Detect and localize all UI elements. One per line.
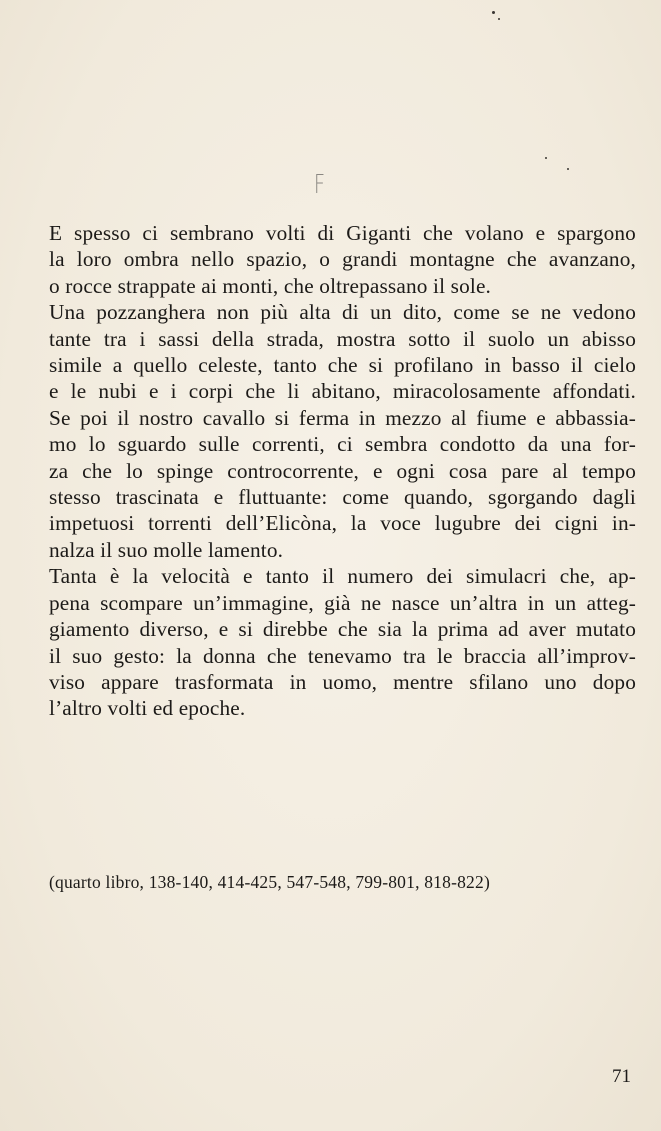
- ink-speck: [545, 157, 547, 159]
- text-line: impetuosi torrenti dell’Elicòna, la voce lugubre dei cigni in-: [49, 511, 636, 536]
- text-line: giamento diverso, e si direbbe che sia la prima ad aver mutato: [49, 617, 636, 642]
- text-line: Se poi il nostro cavallo si ferma in mezzo al fiume e abbassia-: [49, 405, 636, 430]
- text-line: l’altro volti ed epoche.: [49, 696, 246, 721]
- text-line: Una pozzanghera non più alta di un dito, come se ne vedono: [49, 300, 636, 325]
- page-number: 71: [612, 1066, 631, 1087]
- text-line: viso appare trasformata in uomo, mentre sfilano uno dopo: [49, 669, 636, 694]
- text-line: nalza il suo molle lamento.: [49, 537, 284, 562]
- handwritten-margin-note: F: [313, 170, 326, 200]
- source-citation: (quarto libro, 138-140, 414-425, 547-548, 799-801, 818-822): [49, 872, 490, 892]
- text-line: tante tra i sassi della strada, mostra sotto il suolo un abisso: [49, 326, 636, 351]
- text-line: il suo gesto: la donna che tenevamo tra le braccia all’improv-: [49, 643, 636, 668]
- text-line: pena scompare un’immagine, già ne nasce un’altra in un atteg-: [49, 590, 636, 615]
- text-line: Tanta è la velocità e tanto il numero dei simulacri che, ap-: [49, 564, 636, 589]
- text-line: o rocce strappate ai monti, che oltrepassano il sole.: [49, 273, 492, 298]
- text-line: mo lo sguardo sulle correnti, ci sembra condotto da una for-: [49, 432, 636, 457]
- text-line: stesso trascinata e fluttuante: come quando, sgorgando dagli: [49, 485, 636, 510]
- ink-speck: [492, 11, 495, 14]
- text-line: e le nubi e i corpi che li abitano, miracolosamente affondati.: [49, 379, 636, 404]
- text-line: za che lo spinge controcorrente, e ogni cosa pare al tempo: [49, 458, 636, 483]
- ink-speck: [567, 168, 569, 170]
- text-line: simile a quello celeste, tanto che si profilano in basso il cielo: [49, 353, 636, 378]
- text-line: la loro ombra nello spazio, o grandi montagne che avanzano,: [49, 247, 636, 272]
- ink-speck: [498, 18, 500, 20]
- body-text: [49, 220, 636, 722]
- text-line: E spesso ci sembrano volti di Giganti che volano e spargono: [49, 221, 636, 245]
